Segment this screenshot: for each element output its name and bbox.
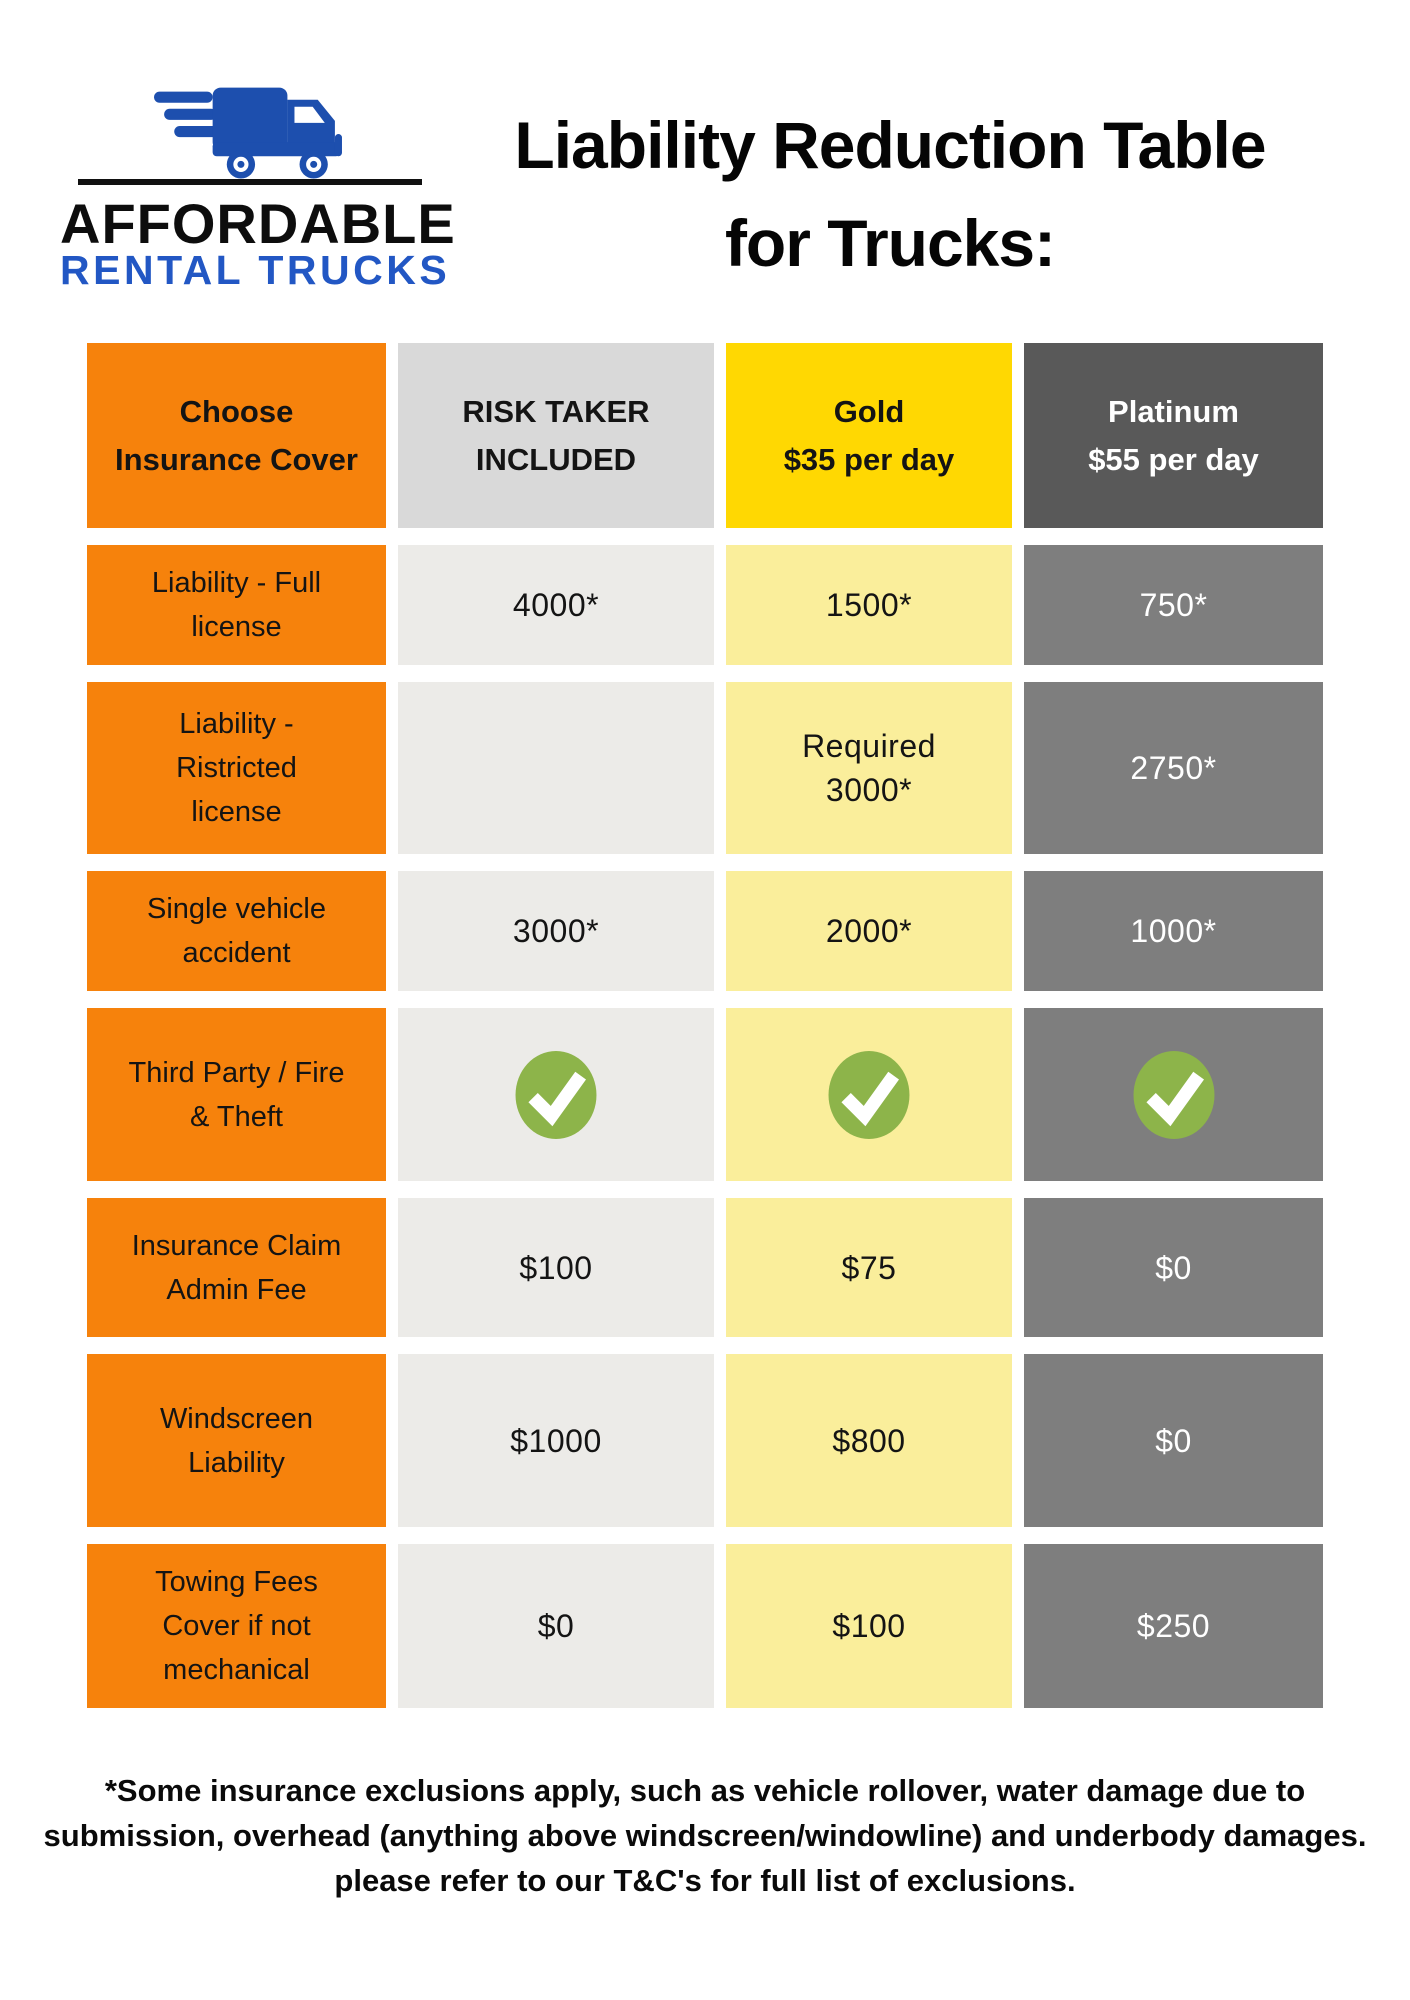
- value-cell-gold: 1500*: [726, 545, 1012, 665]
- checkmark-icon: [825, 1048, 913, 1142]
- checkmark-icon: [512, 1048, 600, 1142]
- footer-disclaimer: *Some insurance exclusions apply, such as vehicle rollover, water damage due to submission, overhead (anything above windscreen/windowline) and underbody damages. please refer to our T&C's for full list of exclusions.: [43, 1773, 1367, 1898]
- value-cell-risk-taker: $1000: [398, 1354, 714, 1527]
- value-cell-platinum: 2750*: [1024, 682, 1323, 854]
- value-cell-risk-taker: $100: [398, 1198, 714, 1337]
- value-cell-risk-taker: [398, 682, 714, 854]
- row-label-liability-full: Liability - Full license: [87, 545, 386, 665]
- row-label-windscreen: Windscreen Liability: [87, 1354, 386, 1527]
- value-cell-gold: $75: [726, 1198, 1012, 1337]
- value-cell-gold: 2000*: [726, 871, 1012, 991]
- page-title: Liability Reduction Table for Trucks:: [514, 108, 1266, 280]
- value-cell-risk-taker: $0: [398, 1544, 714, 1708]
- checkmark-icon: [1130, 1048, 1218, 1142]
- logo-underline: [78, 179, 422, 185]
- value-cell-platinum-check: [1024, 1008, 1323, 1181]
- value-cell-gold: $100: [726, 1544, 1012, 1708]
- header-cell-risk-taker: RISK TAKER INCLUDED: [398, 343, 714, 528]
- logo: [60, 55, 456, 293]
- value-cell-platinum: $0: [1024, 1198, 1323, 1337]
- header-cell-choose-insurance: Choose Insurance Cover: [87, 343, 386, 528]
- value-cell-platinum: 1000*: [1024, 871, 1323, 991]
- page-header: [0, 0, 1410, 343]
- brand-name-primary: AFFORDABLE: [60, 192, 456, 255]
- row-label-third-party: Third Party / Fire & Theft: [87, 1008, 386, 1181]
- value-cell-platinum: $0: [1024, 1354, 1323, 1527]
- liability-table: [87, 343, 1323, 1708]
- row-label-towing-fees: Towing Fees Cover if not mechanical: [87, 1544, 386, 1708]
- header-cell-gold: Gold $35 per day: [726, 343, 1012, 528]
- value-cell-risk-taker-check: [398, 1008, 714, 1181]
- value-cell-risk-taker: 4000*: [398, 545, 714, 665]
- value-cell-gold: Required 3000*: [726, 682, 1012, 854]
- value-cell-risk-taker: 3000*: [398, 871, 714, 991]
- header-cell-platinum: Platinum $55 per day: [1024, 343, 1323, 528]
- value-cell-platinum: $250: [1024, 1544, 1323, 1708]
- row-label-insurance-claim: Insurance Claim Admin Fee: [87, 1198, 386, 1337]
- row-label-single-vehicle: Single vehicle accident: [87, 871, 386, 991]
- value-cell-gold: $800: [726, 1354, 1012, 1527]
- truck-icon: [152, 77, 344, 181]
- value-cell-gold-check: [726, 1008, 1012, 1181]
- value-cell-platinum: 750*: [1024, 545, 1323, 665]
- brand-name-secondary: RENTAL TRUCKS: [60, 247, 451, 293]
- row-label-liability-restricted: Liability - Ristricted license: [87, 682, 386, 854]
